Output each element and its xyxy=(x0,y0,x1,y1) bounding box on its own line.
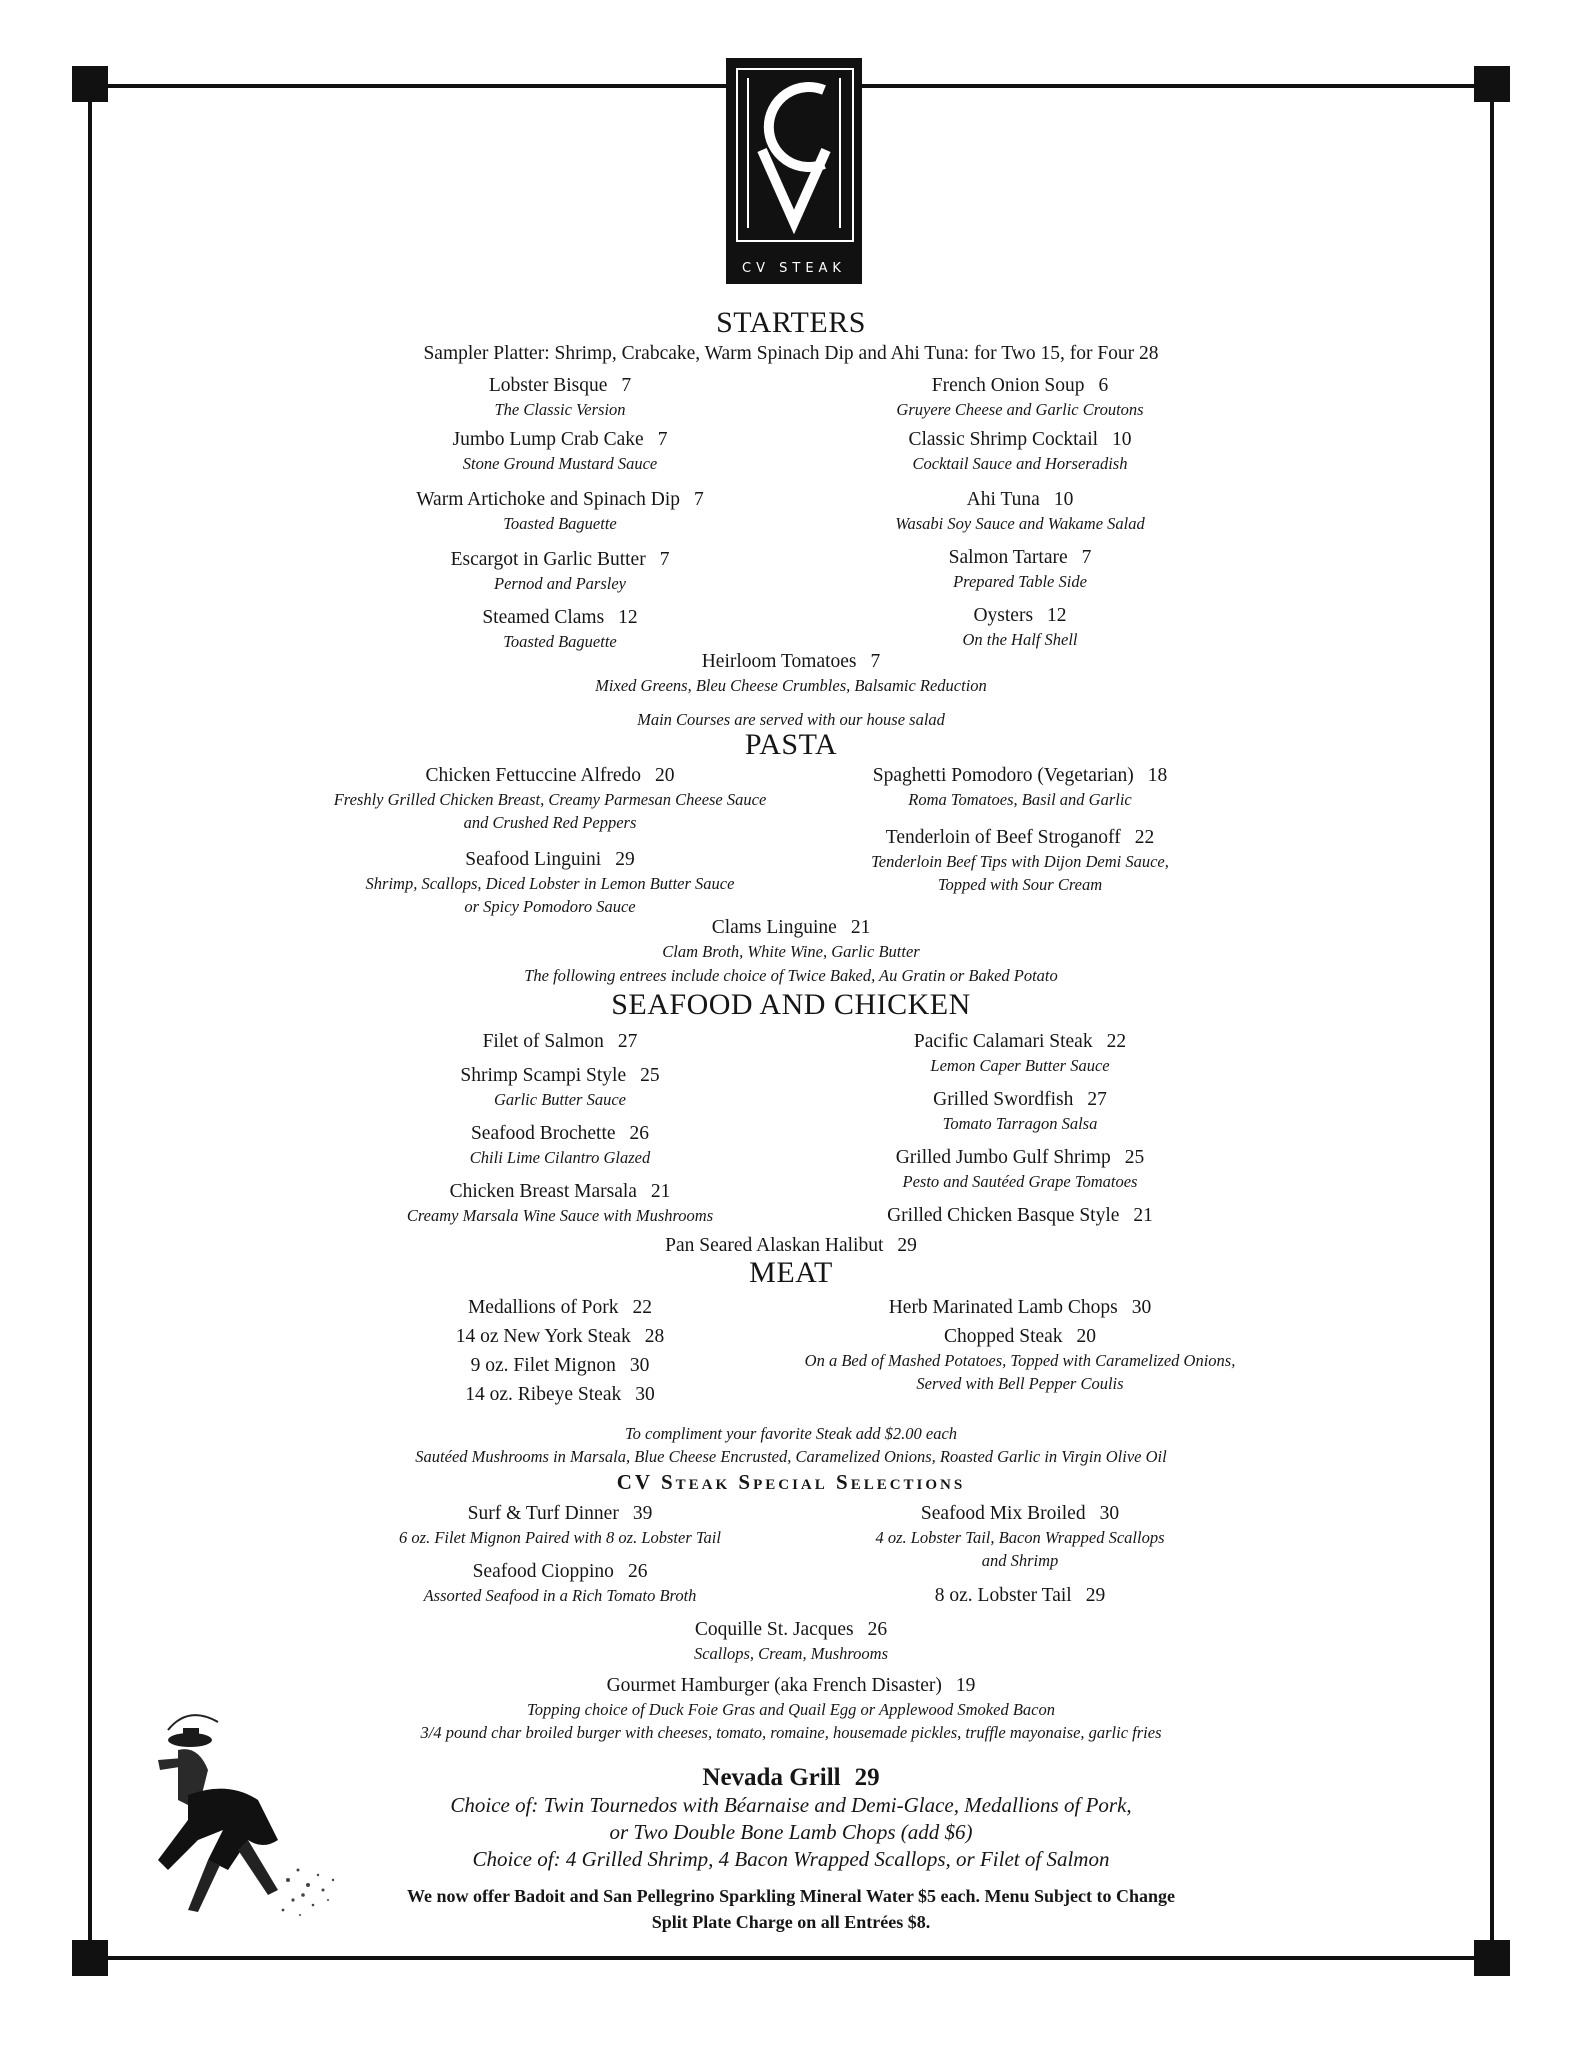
menu-item: Chicken Fettuccine Alfredo 20 Freshly Grilled Chicken Breast, Creamy Parmesan Cheese Sauce and Crushed Red Peppers xyxy=(333,765,767,832)
menu-item: Ahi Tuna 10 Wasabi Soy Sauce and Wakame Salad xyxy=(895,489,1145,533)
section-title-special: CV Steak Special Selections xyxy=(616,1470,966,1494)
section-title-pasta: PASTA xyxy=(744,728,838,761)
menu-item: Grilled Jumbo Gulf Shrimp 25 Pesto and Sautéed Grape Tomatoes xyxy=(895,1147,1145,1191)
sampler-platter: Sampler Platter: Shrimp, Crabcake, Warm Spinach Dip and Ahi Tuna: for Two 15, for Four 28 xyxy=(423,343,1159,364)
frame-corner-bottom-left xyxy=(72,1940,108,1976)
menu-item: Clams Linguine 21 Clam Broth, White Wine, Garlic Butter xyxy=(662,917,920,961)
menu-item: Herb Marinated Lamb Chops 30 xyxy=(888,1297,1152,1318)
menu-item: Grilled Chicken Basque Style 21 xyxy=(887,1205,1153,1226)
cv-steak-logo xyxy=(726,58,862,284)
menu-item: Salmon Tartare 7 Prepared Table Side xyxy=(948,547,1092,591)
menu-item: Grilled Swordfish 27 Tomato Tarragon Salsa xyxy=(933,1089,1107,1133)
menu-item: Seafood Linguini 29 Shrimp, Scallops, Diced Lobster in Lemon Butter Sauce or Spicy Pomodoro Sauce xyxy=(365,849,735,916)
footer-water-note: We now offer Badoit and San Pellegrino Sparkling Mineral Water $5 each. Menu Subject to Change xyxy=(406,1886,1175,1906)
menu-item: Filet of Salmon 27 xyxy=(482,1031,638,1052)
menu-item: Surf & Turf Dinner 39 6 oz. Filet Mignon Paired with 8 oz. Lobster Tail xyxy=(399,1503,721,1547)
menu-item: Chicken Breast Marsala 21 Creamy Marsala Wine Sauce with Mushrooms xyxy=(406,1181,714,1225)
menu-item: Steamed Clams 12 Toasted Baguette xyxy=(482,607,638,651)
menu-item: Seafood Mix Broiled 30 4 oz. Lobster Tail, Bacon Wrapped Scallops and Shrimp xyxy=(875,1503,1165,1570)
menu-item: 9 oz. Filet Mignon 30 xyxy=(470,1355,650,1376)
menu-item: 8 oz. Lobster Tail 29 xyxy=(934,1585,1106,1606)
menu-item: Tenderloin of Beef Stroganoff 22 Tenderloin Beef Tips with Dijon Demi Sauce, Topped with Sour Cream xyxy=(871,827,1169,894)
menu-item: Seafood Cioppino 26 Assorted Seafood in a Rich Tomato Broth xyxy=(423,1561,697,1605)
section-title-meat: MEAT xyxy=(749,1256,833,1289)
menu-item: Oysters 12 On the Half Shell xyxy=(962,605,1078,649)
frame-bottom xyxy=(88,1956,1494,1960)
cv-monogram-icon xyxy=(740,72,848,234)
compliment-options: Sautéed Mushrooms in Marsala, Blue Cheese Encrusted, Caramelized Onions, Roasted Garlic in Virgin Olive Oil xyxy=(415,1447,1167,1466)
section-title-seafood: SEAFOOD AND CHICKEN xyxy=(611,988,971,1021)
menu-item: Seafood Brochette 26 Chili Lime Cilantro Glazed xyxy=(469,1123,651,1167)
menu-item: Chopped Steak 20 On a Bed of Mashed Potatoes, Topped with Caramelized Onions, Served with Bell Pepper Coulis xyxy=(804,1326,1236,1393)
menu-item: Medallions of Pork 22 xyxy=(467,1297,653,1318)
cowboy-rider-icon xyxy=(128,1700,358,1930)
menu-item: Warm Artichoke and Spinach Dip 7 Toasted Baguette xyxy=(416,489,704,533)
menu-item: Classic Shrimp Cocktail 10 Cocktail Sauce and Horseradish xyxy=(908,429,1132,473)
menu-item: French Onion Soup 6 Gruyere Cheese and Garlic Croutons xyxy=(896,375,1144,419)
frame-corner-top-right xyxy=(1474,66,1510,102)
potato-note: The following entrees include choice of Twice Baked, Au Gratin or Baked Potato xyxy=(524,966,1058,985)
logo-text: CV STEAK xyxy=(742,261,846,276)
menu-item: Shrimp Scampi Style 25 Garlic Butter Sauce xyxy=(460,1065,660,1109)
frame-corner-top-left xyxy=(72,66,108,102)
menu-item: Heirloom Tomatoes 7 Mixed Greens, Bleu Cheese Crumbles, Balsamic Reduction xyxy=(595,651,987,695)
frame-corner-bottom-right xyxy=(1474,1940,1510,1976)
menu-item: Pan Seared Alaskan Halibut 29 xyxy=(665,1235,917,1256)
menu-item: Pacific Calamari Steak 22 Lemon Caper Butter Sauce xyxy=(913,1031,1127,1075)
menu-item: 14 oz New York Steak 28 xyxy=(455,1326,665,1347)
menu-item: 14 oz. Ribeye Steak 30 xyxy=(465,1384,655,1405)
menu-item: Lobster Bisque 7 The Classic Version xyxy=(488,375,632,419)
menu-item: Gourmet Hamburger (aka French Disaster) 19 Topping choice of Duck Foie Gras and Quail Egg or Applewood Smoked Bacon 3/4 pound char broiled burger with cheeses, tomato, romaine, housemade pickles, truffle mayonaise, garlic fries xyxy=(420,1675,1162,1742)
footer-split-plate: Split Plate Charge on all Entrées $8. xyxy=(651,1912,931,1932)
menu-item: Escargot in Garlic Butter 7 Pernod and Parsley xyxy=(450,549,670,593)
compliment-note: To compliment your favorite Steak add $2.00 each xyxy=(624,1424,958,1443)
menu-item: Jumbo Lump Crab Cake 7 Stone Ground Mustard Sauce xyxy=(452,429,668,473)
house-salad-note: Main Courses are served with our house salad xyxy=(637,710,945,729)
menu-item: Spaghetti Pomodoro (Vegetarian) 18 Roma Tomatoes, Basil and Garlic xyxy=(872,765,1168,809)
nevada-grill: Nevada Grill 29 Choice of: Twin Tournedos with Béarnaise and Demi-Glace, Medallions of Pork, or Two Double Bone Lamb Chops (add $6) Choice of: 4 Grilled Shrimp, 4 Bacon Wrapped Scallops, or Filet of Salmon xyxy=(450,1764,1132,1871)
section-title-starters: STARTERS xyxy=(716,306,866,339)
menu-item: Coquille St. Jacques 26 Scallops, Cream, Mushrooms xyxy=(693,1619,889,1663)
